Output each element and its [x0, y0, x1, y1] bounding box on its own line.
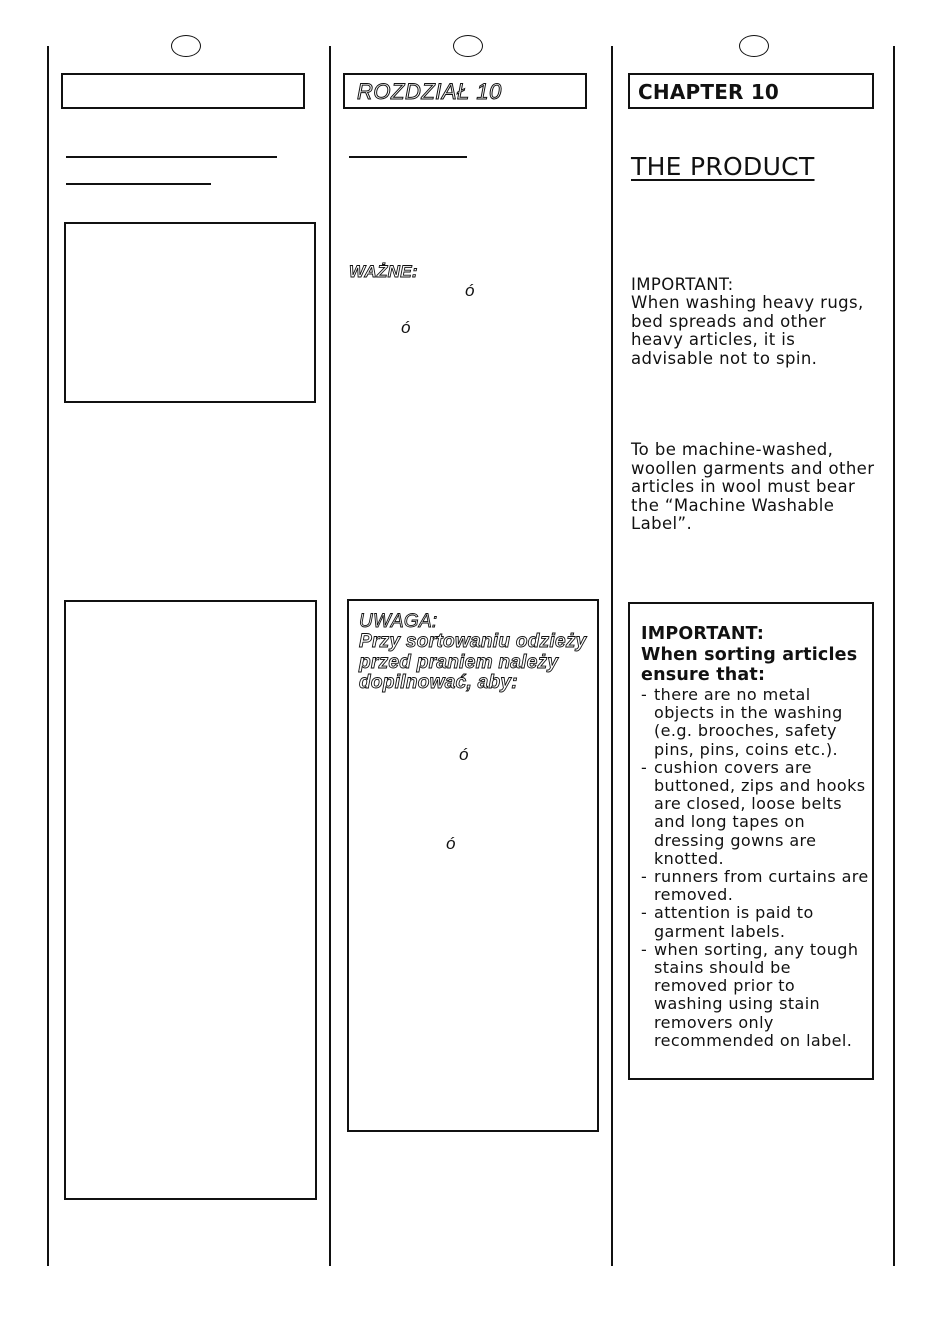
left-chapter-header: [61, 73, 305, 109]
list-item: - runners from curtains are removed.: [641, 868, 869, 904]
middle-stray-glyph-2: ó: [401, 318, 411, 337]
column-divider-middle-right: [611, 46, 613, 1266]
right-wool-text: To be machine-washed, woollen garments and other articles in wool must bear the “Machine Washable Label”.: [631, 440, 875, 533]
right-box-label: IMPORTANT:: [641, 624, 765, 644]
middle-box-label: UWAGA:: [359, 611, 438, 632]
middle-box-lead: Przy sortowaniu odzieży przed praniem należy dopilnować, aby:: [359, 631, 587, 693]
column-divider-right: [893, 46, 895, 1266]
list-item: - attention is paid to garment labels.: [641, 904, 869, 940]
list-item: - cushion covers are buttoned, zips and hooks are closed, loose belts and long tapes on dressing gowns are knotted.: [641, 759, 869, 868]
middle-title-underline: [349, 156, 467, 158]
left-sorting-box: [64, 600, 317, 1200]
right-chapter-label: CHAPTER 10: [638, 80, 780, 104]
left-important-box: [64, 222, 316, 403]
middle-stray-glyph-4: ó: [446, 834, 456, 853]
right-title: THE PRODUCT: [631, 152, 815, 181]
middle-chapter-label: ROZDZIAŁ 10: [357, 79, 502, 104]
right-chapter-header: [628, 73, 874, 109]
language-badge-left: [171, 35, 201, 57]
right-box-lead: When sorting articles ensure that:: [641, 645, 858, 685]
column-divider-middle-left: [329, 46, 331, 1266]
left-title-underline-1: [66, 156, 277, 158]
language-badge-middle: [453, 35, 483, 57]
list-item: - there are no metal objects in the washing (e.g. brooches, safety pins, pins, coins etc.).: [641, 686, 869, 759]
right-sorting-box: [628, 602, 874, 1080]
middle-important-label: WAŻNE:: [349, 262, 418, 281]
column-divider-left: [47, 46, 49, 1266]
middle-stray-glyph-3: ó: [459, 745, 469, 764]
middle-chapter-header: [343, 73, 587, 109]
right-important-text: When washing heavy rugs, bed spreads and other heavy articles, it is advisable not to spin.: [631, 293, 864, 368]
right-box-list: [641, 686, 869, 1050]
middle-stray-glyph-1: ó: [465, 281, 475, 300]
list-item: - when sorting, any tough stains should be removed prior to washing using stain removers only recommended on label.: [641, 941, 869, 1050]
right-important-label: IMPORTANT:: [631, 275, 734, 294]
language-badge-right: [739, 35, 769, 57]
middle-sorting-box: [347, 599, 599, 1132]
left-title-underline-2: [66, 183, 211, 185]
